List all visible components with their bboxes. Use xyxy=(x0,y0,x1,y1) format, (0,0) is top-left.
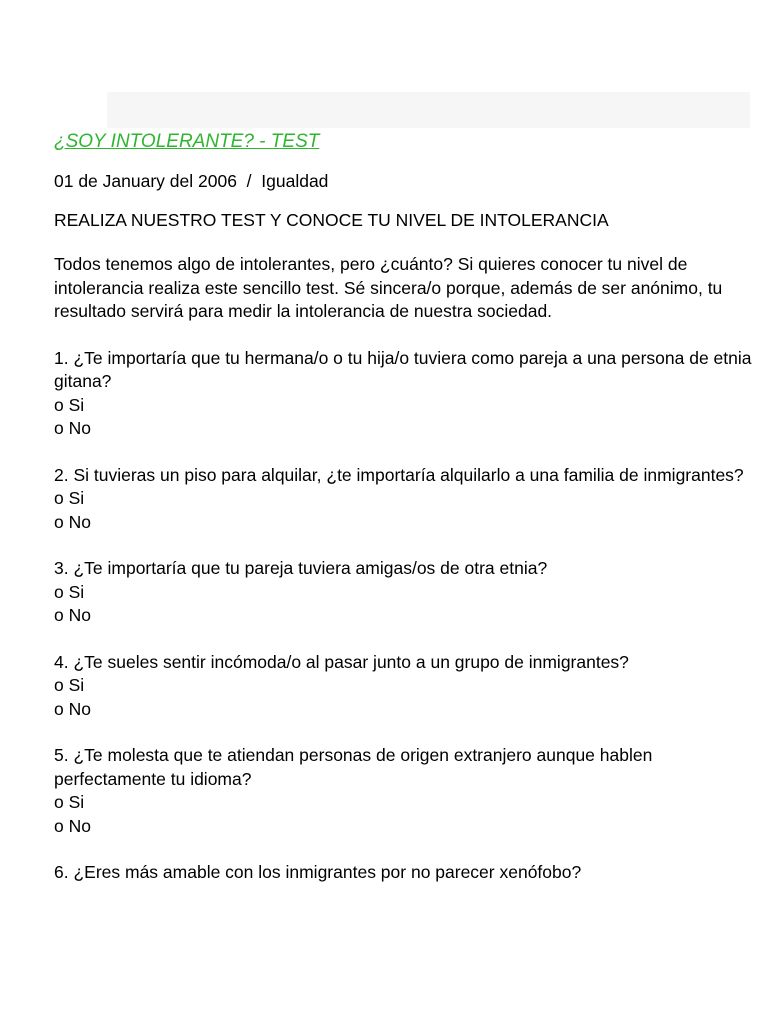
header-band xyxy=(107,92,750,128)
option-no[interactable]: o No xyxy=(54,815,91,836)
question-text: 3. ¿Te importaría que tu pareja tuviera amigas/os de otra etnia? xyxy=(54,558,548,578)
option-si[interactable]: o Si xyxy=(54,581,85,602)
question-1 xyxy=(54,347,760,441)
question-list xyxy=(54,347,760,885)
article-date: 01 de January del 2006 xyxy=(54,171,237,191)
option-si[interactable]: o Si xyxy=(54,792,85,812)
option-si[interactable]: o Si xyxy=(54,488,85,508)
option-no[interactable]: o No xyxy=(54,698,91,719)
article-subheading: REALIZA NUESTRO TEST Y CONOCE TU NIVEL DE INTOLERANCIA xyxy=(54,209,609,230)
article-title-link[interactable]: ¿SOY INTOLERANTE? - TEST xyxy=(54,131,320,152)
question-text: 2. Si tuvieras un piso para alquilar, ¿te importaría alquilarlo a una familia de inmigrantes? xyxy=(54,464,744,485)
question-text: 5. ¿Te molesta que te atiendan personas de origen extranjero aunque hablen perfectamente tu idioma? xyxy=(54,745,653,789)
option-no[interactable]: o No xyxy=(54,511,91,532)
article-meta xyxy=(54,170,760,194)
meta-separator: / xyxy=(246,171,252,191)
article xyxy=(54,129,760,885)
option-si[interactable]: o Si xyxy=(54,675,85,695)
question-text: 4. ¿Te sueles sentir incómoda/o al pasar junto a un grupo de inmigrantes? xyxy=(54,651,629,672)
question-5 xyxy=(54,744,760,838)
question-text: 6. ¿Eres más amable con los inmigrantes por no parecer xenófobo? xyxy=(54,862,582,882)
question-6 xyxy=(54,861,760,885)
option-no[interactable]: o No xyxy=(54,605,91,625)
question-text: 1. ¿Te importaría que tu hermana/o o tu hija/o tuviera como pareja a una persona de etnia gitana? xyxy=(54,347,752,391)
question-3 xyxy=(54,557,760,628)
option-no[interactable]: o No xyxy=(54,418,91,438)
article-intro: Todos tenemos algo de intolerantes, pero ¿cuánto? Si quieres conocer tu nivel de intolerancia realiza este sencillo test. Sé sincera/o porque, además de ser anónimo, tu resultado servirá para medir la intolerancia de nuestra sociedad. xyxy=(54,254,723,321)
question-4 xyxy=(54,651,760,722)
question-2 xyxy=(54,464,760,535)
article-category: Igualdad xyxy=(261,171,329,191)
option-si[interactable]: o Si xyxy=(54,394,85,415)
